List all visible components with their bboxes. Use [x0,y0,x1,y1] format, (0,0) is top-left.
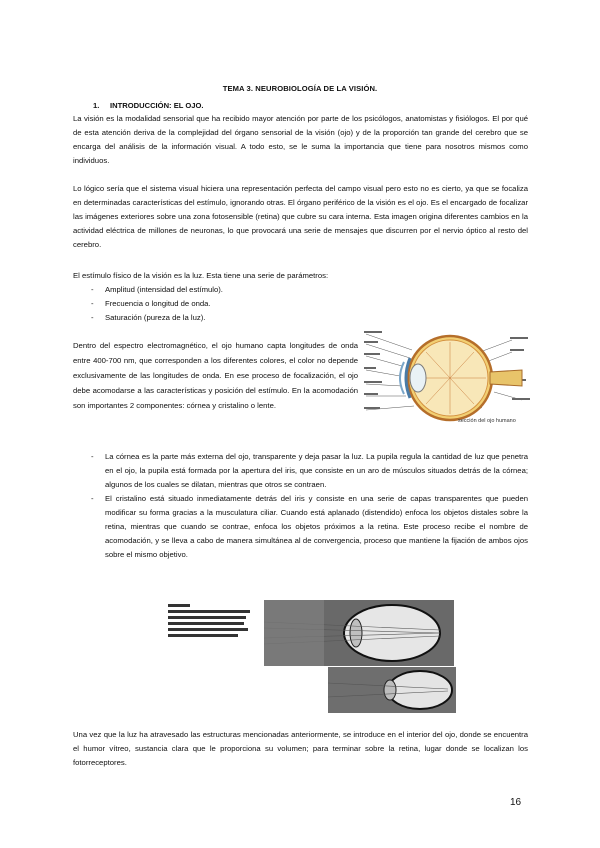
accommodation-photo-distal [264,600,454,666]
paragraph-visual-system: Lo lógico sería que el sistema visual hiciera una representación perfecta del campo visual pero esto no es cierto, ya que se focaliza en determinadas características del estímulo, ignorando otras. El órgano periférico de la visión es el ojo. Es el encargado de focalizar las imágenes exteriores sobre una zona fotosensible (retina) que cubre su cara interna. Esta imagen origina diferentes cambios en la actividad eléctrica de millones de neuronas, lo que provocará una serie de mensajes que discurren por el nervio óptico al resto del cerebro. [73,184,528,249]
paragraph-vitreous: Una vez que la luz ha atravesado las estructuras mencionadas anteriormente, se introduce en el interior del ojo, donde se encuentra el humor vítreo, sustancia clara que le proporciona su volumen; para terminar sobre la retina, lugar donde se localizan los fotorreceptores. [73,730,528,767]
list-item: - El cristalino está situado inmediatamente detrás del iris y consiste en una serie de capas transparentes que pueden modificar su forma gracias a la musculatura ciliar. Cuando está aplanado (distendido) enfoca los objetos distales sobre la retina, mientras que cuando se contrae, enfoca los objetos próximos a la retina. Este proceso recibe el nombre de acomodación, y se lleva a cabo de manera simultánea al de convergencia, proceso que mantiene la fijación de ambos ojos sobre el mismo objetivo. [91,494,528,559]
list-item: - La córnea es la parte más externa del ojo, transparente y deja pasar la luz. La pupila regula la cantidad de luz que penetra en el ojo, la pupila está formada por la apertura del iris, que consiste en un aro de músculos situados detrás de la córnea; algunos de los cuales se dilatan, mientras que otros se contraen. [91,452,528,489]
section-label: INTRODUCCIÓN: EL OJO. [110,101,204,110]
figure-caption: sección del ojo humano [458,418,516,424]
section-heading [93,101,204,110]
accommodation-photo-proximal [328,667,456,713]
eye-diagram-figure [362,322,532,430]
paragraph-spectrum: Dentro del espectro electromagnético, el ojo humano capta longitudes de onda entre 400-700 nm, que corresponden a los diferentes colores, el color no depende exclusivamente de las longitudes de onda. En ese proceso de focalización, el ojo debe acomodarse a las características y posición del estímulo. En la acomodación son importantes 2 componentes: córnea y cristalino o lente. [73,341,358,410]
paragraph-stimulus: El estímulo físico de la visión es la luz. Esta tiene una serie de parámetros: [73,271,329,280]
accommodation-figure-caption [168,604,256,650]
list-item: - Frecuencia o longitud de onda. [91,299,211,308]
list-item: - Amplitud (intensidad del estímulo). [91,285,223,294]
list-item: - Saturación (pureza de la luz). [91,313,206,322]
component-list [73,450,528,562]
section-number: 1. [93,101,100,110]
paragraph-intro: La visión es la modalidad sensorial que ha recibido mayor atención por parte de los psicólogos, anatomistas y fisiólogos. El por qué de esta atención deriva de la complejidad del órgano sensorial de la visión (ojo) y de la proporción tan grande del cerebro que se encarga del análisis de la información visual. A todo esto, se le suma la importancia que tiene para nosotros mismos como individuos. [73,114,528,165]
page-number: 16 [510,797,522,808]
parameter-list [73,283,528,325]
page-title: TEMA 3. NEUROBIOLOGÍA DE LA VISIÓN. [222,84,378,93]
